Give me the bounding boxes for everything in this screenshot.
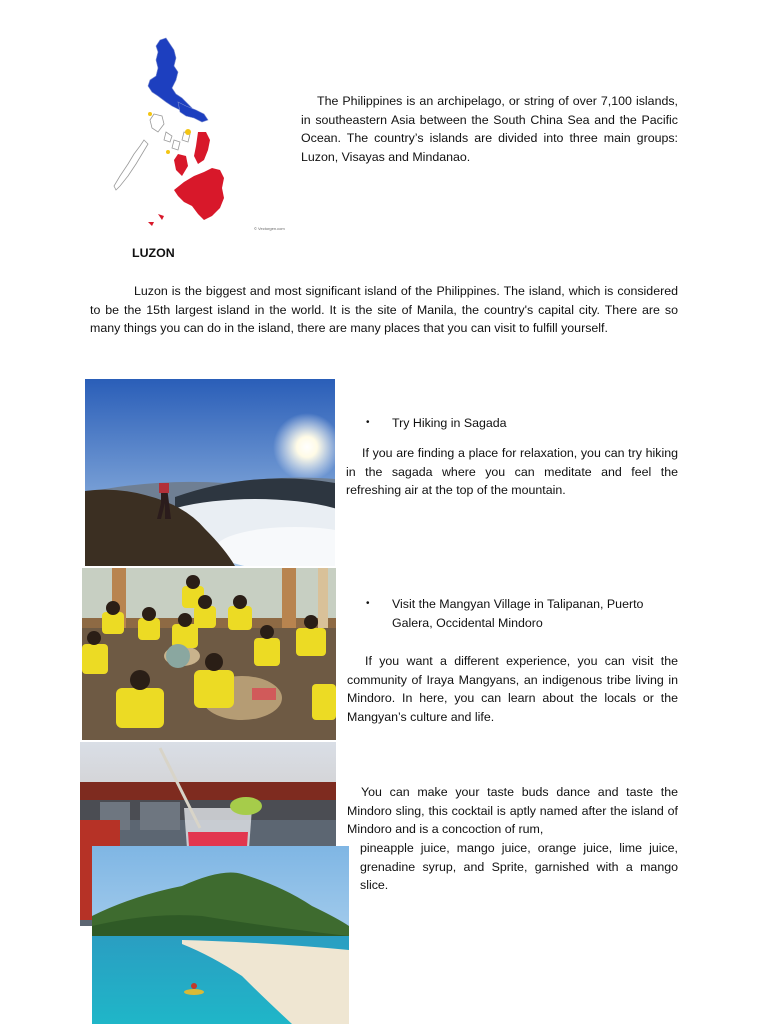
map-mindanao-shape: [174, 168, 224, 220]
philippines-flag-map: [108, 36, 288, 238]
luzon-heading: LUZON: [132, 246, 175, 260]
map-negros-shape: [174, 154, 188, 176]
map-palawan-shape: [114, 140, 148, 190]
intro-paragraph: The Philippines is an archipelago, or string of over 7,100 islands, in southeastern Asia between the South China Sea and the Pacific Ocean. The country’s islands are divided into three main groups: Luzon, Visayas and Mindanao.: [301, 94, 678, 164]
map-samar-leyte-shape: [194, 132, 210, 164]
map-mindoro-shape: [150, 114, 164, 132]
activity-2-title: Visit the Mangyan Village in Talipanan, Puerto Galera, Occidental Mindoro: [392, 597, 644, 630]
activity-2-text: If you want a different experience, you can visit the community of Iraya Mangyans, an indigenous tribe living in Mindoro. In here, you can learn about the locals or the Mangyan’s culture and life.: [347, 654, 678, 724]
bullet-marker: •: [366, 417, 370, 428]
map-star-dot-2: [166, 150, 170, 154]
sagada-hiking-photo: [85, 379, 335, 566]
luzon-paragraph: Luzon is the biggest and most significant island of the Philippines. The island, which is considered to be the 15th largest island in the world. It is the site of Manila, the country's capital city. There are so many things you can do in the island, there are many places that you can visit to fulfill yourself.: [90, 284, 678, 335]
mindoro-beach-photo: [92, 846, 349, 1024]
activity-1-title-row: [366, 414, 678, 433]
activity-1-title: Try Hiking in Sagada: [392, 416, 507, 430]
map-credit: © Vectorgen.com: [254, 226, 285, 231]
activity-3-text-lead: You can make your taste buds dance and taste the Mindoro sling, this cocktail is aptly named after the island of Mindoro and is a concoction of rum,: [347, 785, 678, 836]
map-sulu-islands: [148, 214, 164, 226]
activity-2-title-row: [366, 595, 678, 632]
map-star-dot-1: [148, 112, 152, 116]
activity-1-text: If you are finding a place for relaxation, you can try hiking in the sagada where you can meditate and feel the refreshing air at the top of the mountain.: [346, 446, 678, 497]
map-luzon-shape: [148, 38, 192, 112]
map-bicol-shape: [178, 102, 208, 122]
activity-3-text-rest: pineapple juice, mango juice, orange juice, lime juice, grenadine syrup, and Sprite, garnished with a mango slice.: [360, 841, 678, 892]
map-visayas-islands: [164, 132, 190, 150]
mangyan-village-photo: [82, 568, 336, 740]
map-sun-dot: [185, 129, 191, 135]
bullet-marker: •: [366, 598, 370, 609]
